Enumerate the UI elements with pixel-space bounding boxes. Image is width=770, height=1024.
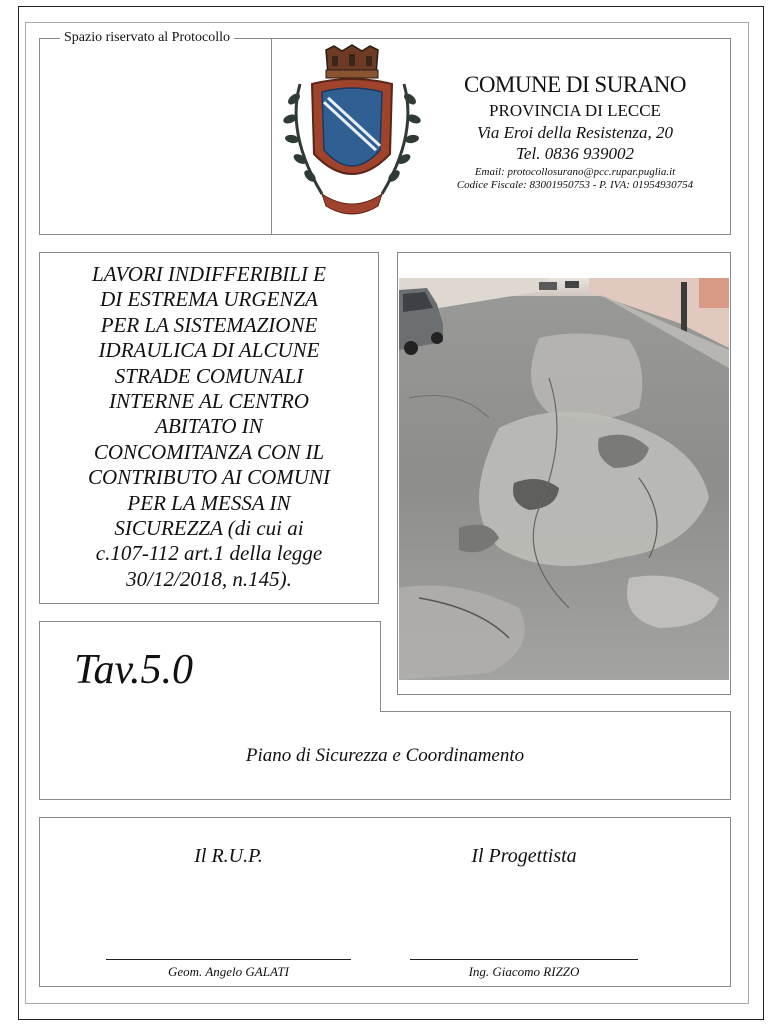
comune-name: COMUNE DI SURANO: [463, 72, 686, 97]
title-line: STRADE COMUNALI: [114, 363, 304, 388]
title-line: ABITATO IN: [155, 414, 263, 439]
progettista-name: Ing. Giacomo RIZZO: [468, 964, 580, 979]
title-line: PER LA MESSA IN: [127, 490, 291, 515]
rup-name: Geom. Angelo GALATI: [168, 964, 289, 979]
title-line: IDRAULICA DI ALCUNE: [98, 338, 320, 363]
header-divider: [271, 38, 272, 235]
fiscal-codes: Codice Fiscale: 83001950753 - P. IVA: 01954930754: [456, 179, 694, 191]
piano-box-edge: [380, 711, 731, 712]
rup-signature-line: [106, 959, 351, 960]
tavola-code: Tav.5.0: [74, 647, 194, 693]
progettista-signature-line: [410, 959, 638, 960]
title-line: 30/12/2018, n.145).: [126, 566, 292, 591]
tavola-description: Piano di Sicurezza e Coordinamento: [245, 745, 525, 766]
email: Email: protocollosurano@pcc.rupar.puglia.it: [474, 166, 676, 178]
damaged-road-photo: [399, 278, 729, 680]
rup-label: Il R.U.P.: [194, 845, 263, 867]
progettista-label: Il Progettista: [471, 845, 577, 867]
provincia-name: PROVINCIA DI LECCE: [489, 101, 661, 120]
telephone: Tel. 0836 939002: [516, 144, 634, 163]
title-line: CONCOMITANZA CON IL: [93, 439, 325, 464]
title-line: SICUREZZA (di cui ai: [114, 516, 304, 541]
protocol-legend: Spazio riservato al Protocollo: [60, 30, 234, 46]
title-line: c.107-112 art.1 della legge: [95, 541, 323, 566]
title-line: LAVORI INDIFFERIBILI E: [92, 262, 326, 286]
address: Via Eroi della Resistenza, 20: [477, 123, 673, 142]
signatures-box: [39, 817, 731, 987]
comune-crest-icon: [282, 44, 422, 224]
tavola-box-edge: [380, 621, 381, 712]
project-title: [44, 262, 374, 592]
title-line: CONTRIBUTO AI COMUNI: [88, 465, 330, 490]
title-line: DI ESTREMA URGENZA: [100, 287, 318, 312]
title-line: PER LA SISTEMAZIONE: [100, 312, 318, 337]
title-line: INTERNE AL CENTRO: [109, 389, 309, 414]
